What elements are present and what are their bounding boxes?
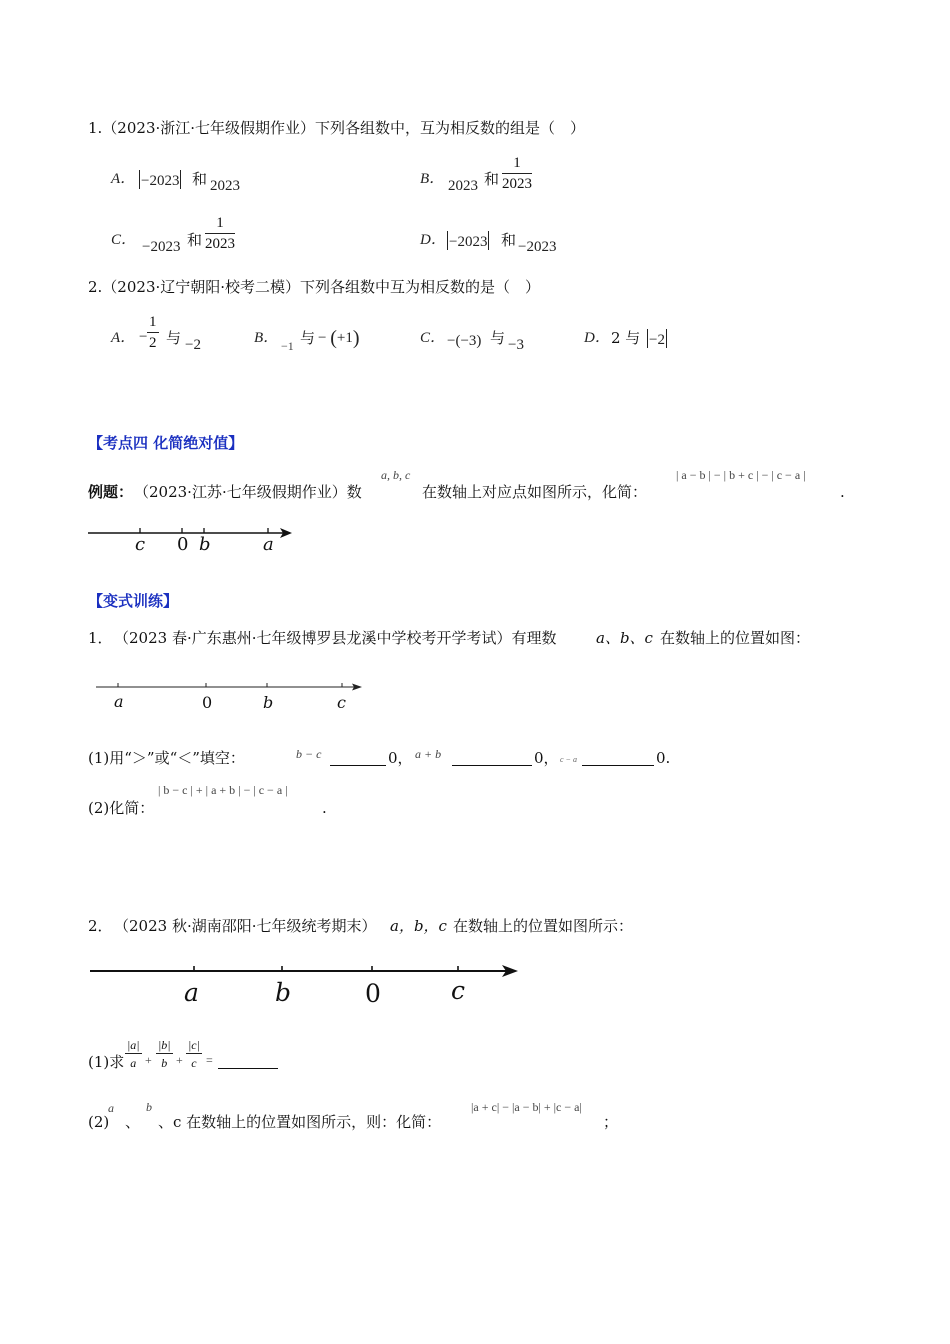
part-label: (1)用“＞”或“＜”填空： [88,749,245,767]
number: −(−3) [447,333,482,349]
number: −1 [281,339,294,353]
axis-label-zero: 0 [365,979,381,1008]
axis-label-b: b [263,693,274,712]
part-text: 、c 在数轴上的位置如图所示，则：化简： [158,1113,442,1131]
stem-source: （2023 春·广东惠州·七年级博罗县龙溪中学校考开学考试）有理数 [114,629,557,647]
option-label: B． [254,330,279,346]
axis-label-a: a [263,534,274,555]
axis-label-c: c [451,976,466,1005]
stem-end: 在数轴上的位置如图： [660,629,811,647]
expr-c-minus-a: c − a [560,755,577,764]
practice-heading: 【变式训练】 [88,592,179,610]
zero-2: 0， [534,749,559,767]
fraction-b: |b| b [158,1038,171,1070]
axis-label-c: c [135,534,146,555]
stem-vars: a、b、c [596,629,653,647]
number: −3 [508,337,524,353]
stem-source: （2023 秋·湖南邵阳·七年级统考期末） [114,917,377,935]
number: −2 [185,337,201,353]
answer-blank-1[interactable] [330,765,386,766]
expr-a-plus-b: a + b [415,747,442,761]
abs-value-expr: −2023 [446,231,490,250]
option-label: C． [111,232,137,248]
q2-stem: 2.（2023·辽宁朝阳·校考二模）下列各组数中互为相反数的是（ ） [88,278,541,296]
connector-he: 和 [187,231,203,249]
option-label: D． [420,232,446,248]
equals-sign: = [206,1053,213,1067]
example-end: . [840,483,845,501]
paren-expr: − (+1) [318,327,360,349]
axis-label-a: a [114,692,124,711]
plus-sign: + [176,1053,183,1067]
connector-he: 和 [501,231,517,249]
abs-value-expr: −2 [646,329,668,348]
part-end: . [322,799,327,817]
fraction-a: |a| a [127,1038,140,1070]
example-text: 在数轴上对应点如图所示，化简： [422,483,648,501]
fraction: 1 2023 [205,215,235,252]
part-label: (2)化简： [88,799,155,817]
number: 2023 [448,178,478,194]
stem-end: 在数轴上的位置如图所示： [453,917,634,935]
fraction-c: |c| c [188,1038,200,1070]
option-label: B． [420,171,445,187]
option-label: C． [420,330,446,346]
number: 2023 [210,178,240,194]
example-label: 例题： [88,483,134,501]
option-label: A． [111,171,136,187]
fraction: 1 2 [149,314,157,351]
stem-number: 2． [88,917,113,935]
number: −2023 [518,239,557,255]
example-source: （2023·江苏·七年级假期作业）数 [134,483,362,501]
axis-label-a: a [184,978,199,1007]
separator: 、 [125,1113,141,1131]
connector-yu: 与 [490,329,506,347]
zero-3: 0. [656,749,671,767]
axis-label-c: c [337,693,346,712]
answer-blank-3[interactable] [582,765,654,766]
fraction: 1 2023 [502,155,532,192]
axis-label-zero: 0 [202,693,213,712]
simplify-expr: |a + c| − |a − b| + |c − a| [471,1100,582,1114]
connector-yu: 与 [300,329,316,347]
axis-label-b: b [275,978,292,1007]
q1-stem: 1.（2023·浙江·七年级假期作业）下列各组数中，互为相反数的组是（ ） [88,119,586,137]
connector-yu: 与 [166,329,182,347]
plus-sign: + [145,1053,152,1067]
minus-sign: − [139,329,148,345]
stem-number: 1． [88,629,113,647]
example-expr: | a − b | − | b + c | − | c − a | [676,468,806,482]
connector-he: 和 [192,170,208,188]
number: −2023 [142,239,181,255]
p1-number-line [92,679,367,699]
part-end: ； [603,1113,619,1131]
axis-label-zero: 0 [177,534,189,555]
option-label: A． [111,330,136,346]
answer-blank-2[interactable] [452,765,532,766]
answer-blank[interactable] [218,1068,278,1069]
part-label: (2) [88,1113,110,1131]
abs-value-expr: −2023 [138,170,182,189]
option-text: 2 与 [611,329,641,347]
expr-b-minus-c: b − c [296,747,322,761]
axis-label-b: b [199,534,211,555]
var-b: b [146,1100,152,1114]
part-label: (1)求 [88,1053,125,1071]
var-a: a [108,1101,114,1115]
option-label: D． [584,330,610,346]
stem-vars: a，b，c [390,917,447,935]
example-vars: a, b, c [381,468,411,482]
connector-he: 和 [484,170,500,188]
zero-1: 0， [388,749,413,767]
section-heading: 【考点四 化简绝对值】 [88,434,244,452]
simplify-expr: | b − c | + | a + b | − | c − a | [158,783,288,797]
